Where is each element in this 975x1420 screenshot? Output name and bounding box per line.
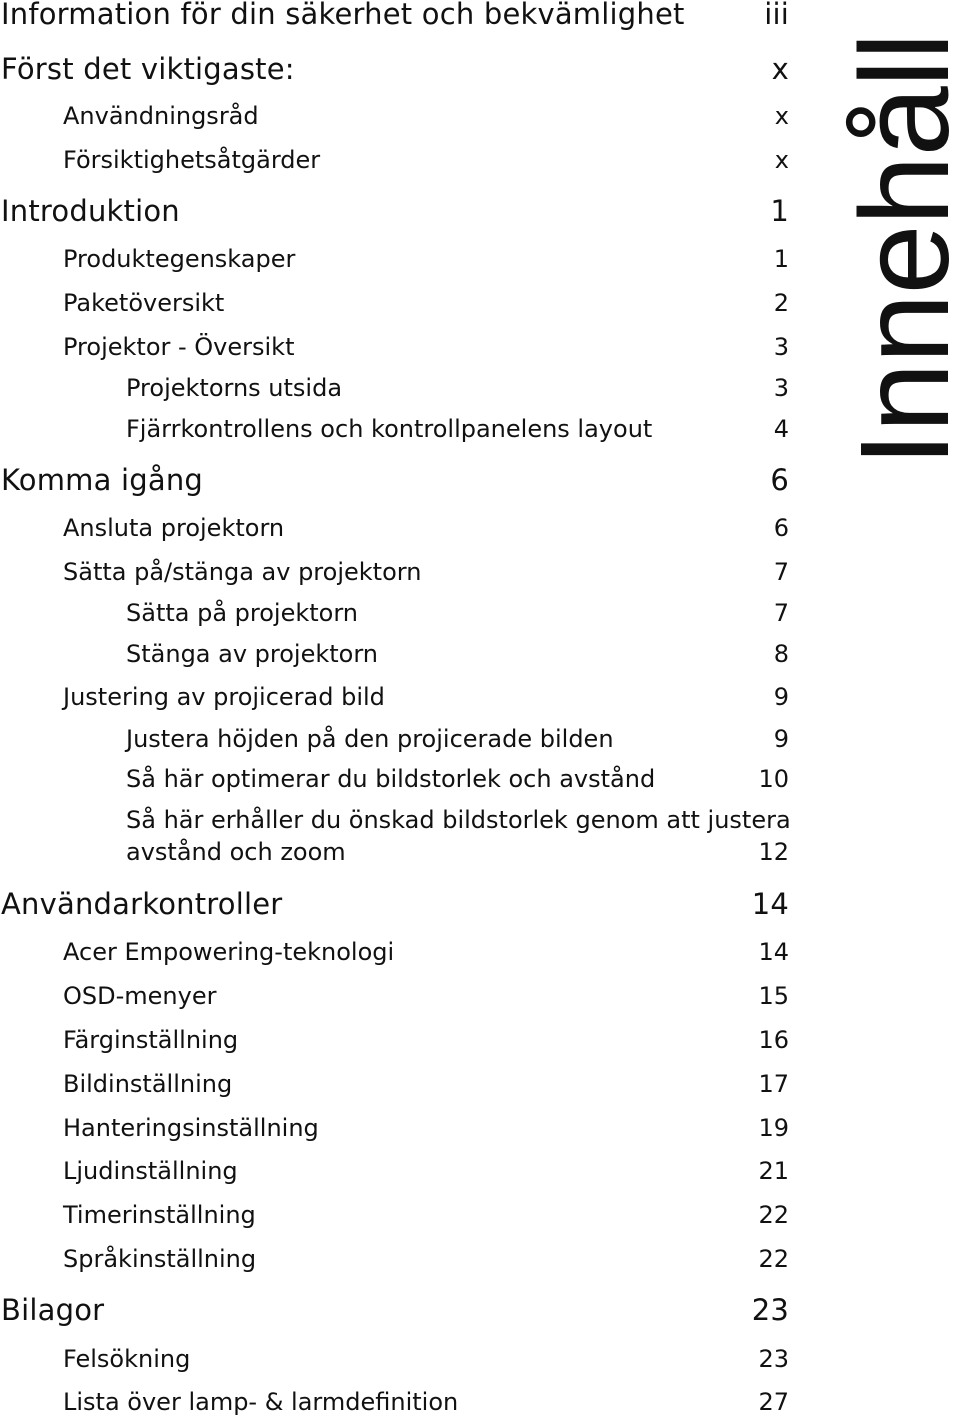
toc-entry-level-1[interactable] bbox=[0, 333, 960, 363]
toc-entry-page: 10 bbox=[758, 765, 789, 793]
toc-entry-page: 16 bbox=[758, 1026, 789, 1054]
toc-entry-title: Timerinställning bbox=[63, 1201, 256, 1229]
toc-entry-title: Fjärrkontrollens och kontrollpanelens layout bbox=[126, 415, 653, 443]
toc-entry-level-2[interactable] bbox=[0, 806, 960, 870]
toc-entry-title: Hanteringsinställning bbox=[63, 1114, 319, 1142]
toc-entry-title: Först det viktigaste: bbox=[1, 52, 295, 86]
toc-entry-page: 7 bbox=[773, 599, 789, 627]
toc-entry-page: 7 bbox=[773, 558, 789, 586]
toc-entry-level-2[interactable] bbox=[0, 640, 960, 670]
toc-entry-page: x bbox=[774, 146, 789, 174]
toc-entry-title: Bilagor bbox=[1, 1293, 105, 1327]
toc-entry-page: 17 bbox=[758, 1070, 789, 1098]
toc-entry-page: 14 bbox=[751, 887, 789, 921]
toc-entry-level-1[interactable] bbox=[0, 982, 960, 1012]
toc-entry-level-1[interactable] bbox=[0, 1026, 960, 1056]
toc-entry-level-1[interactable] bbox=[0, 1114, 960, 1144]
toc-entry-title: Försiktighetsåtgärder bbox=[63, 146, 321, 174]
toc-entry-level-2[interactable] bbox=[0, 725, 960, 755]
toc-entry-page: 2 bbox=[773, 289, 789, 317]
toc-entry-title: Stänga av projektorn bbox=[126, 640, 379, 668]
toc-entry-page: x bbox=[771, 52, 789, 86]
toc-entry-level-1[interactable] bbox=[0, 245, 960, 275]
toc-entry-title: Användarkontroller bbox=[1, 887, 283, 921]
toc-entry-level-1[interactable] bbox=[0, 1201, 960, 1231]
toc-entry-title: Lista över lamp- & larmdefinition bbox=[63, 1388, 459, 1416]
toc-entry-title: Produktegenskaper bbox=[63, 245, 296, 273]
toc-entry-page: 6 bbox=[773, 514, 789, 542]
toc-entry-title: Så här optimerar du bildstorlek och avstånd bbox=[126, 765, 656, 793]
toc-entry-level-0[interactable] bbox=[0, 52, 960, 88]
toc-entry-level-1[interactable] bbox=[0, 514, 960, 544]
toc-entry-title: Projektorns utsida bbox=[126, 374, 343, 402]
toc-entry-page: 22 bbox=[758, 1245, 789, 1273]
toc-entry-level-2[interactable] bbox=[0, 765, 960, 795]
toc-entry-page: 15 bbox=[758, 982, 789, 1010]
toc-entry-title: Acer Empowering-teknologi bbox=[63, 938, 395, 966]
toc-entry-page: 8 bbox=[773, 640, 789, 668]
toc-entry-title: Bildinställning bbox=[63, 1070, 233, 1098]
toc-entry-page: 12 bbox=[758, 838, 789, 866]
vertical-section-title bbox=[834, 14, 975, 486]
toc-entry-page: 3 bbox=[773, 374, 789, 402]
toc-entry-page: iii bbox=[764, 0, 789, 31]
toc-entry-title: Ansluta projektorn bbox=[63, 514, 285, 542]
section-title-text: Innehåll bbox=[834, 33, 975, 467]
toc-entry-level-1[interactable] bbox=[0, 146, 960, 176]
toc-entry-title: Användningsråd bbox=[63, 102, 259, 130]
toc-entry-level-2[interactable] bbox=[0, 415, 960, 445]
toc-entry-level-1[interactable] bbox=[0, 1245, 960, 1275]
toc-entry-page: 21 bbox=[758, 1157, 789, 1185]
toc-entry-page: 9 bbox=[773, 683, 789, 711]
toc-entry-page: 23 bbox=[751, 1293, 789, 1327]
toc-entry-level-2[interactable] bbox=[0, 599, 960, 629]
toc-entry-title: Komma igång bbox=[1, 463, 204, 497]
toc-entry-page: 6 bbox=[770, 463, 789, 497]
toc-entry-title: Felsökning bbox=[63, 1345, 191, 1373]
toc-entry-level-0[interactable] bbox=[0, 1293, 960, 1329]
toc-entry-level-0[interactable] bbox=[0, 0, 960, 33]
toc-entry-page: 3 bbox=[773, 333, 789, 361]
toc-entry-page: 27 bbox=[758, 1388, 789, 1416]
toc-entry-page: 9 bbox=[773, 725, 789, 753]
toc-entry-level-1[interactable] bbox=[0, 1070, 960, 1100]
toc-entry-title: Färginställning bbox=[63, 1026, 239, 1054]
toc-entry-level-1[interactable] bbox=[0, 289, 960, 319]
toc-entry-page: 22 bbox=[758, 1201, 789, 1229]
toc-entry-title: Sätta på/stänga av projektorn bbox=[63, 558, 422, 586]
toc-entry-page: 23 bbox=[758, 1345, 789, 1373]
toc-entry-level-1[interactable] bbox=[0, 938, 960, 968]
toc-entry-title: Information för din säkerhet och bekvämlighet bbox=[1, 0, 685, 31]
toc-entry-page: 1 bbox=[770, 194, 789, 228]
toc-entry-level-1[interactable] bbox=[0, 102, 960, 132]
toc-entry-level-0[interactable] bbox=[0, 463, 960, 499]
toc-entry-page: x bbox=[774, 102, 789, 130]
toc-entry-level-2[interactable] bbox=[0, 374, 960, 404]
toc-entry-page: 14 bbox=[758, 938, 789, 966]
toc-entry-level-1[interactable] bbox=[0, 558, 960, 588]
toc-entry-level-1[interactable] bbox=[0, 1388, 960, 1418]
toc-entry-level-1[interactable] bbox=[0, 1157, 960, 1187]
toc-entry-level-1[interactable] bbox=[0, 683, 960, 713]
toc-entry-title: Så här erhåller du önskad bildstorlek genom att justera bbox=[126, 806, 791, 834]
toc-entry-level-0[interactable] bbox=[0, 887, 960, 923]
toc-entry-title-continued: avstånd och zoom bbox=[126, 838, 346, 866]
toc-entry-title: Paketöversikt bbox=[63, 289, 225, 317]
toc-entry-title: Justera höjden på den projicerade bilden bbox=[126, 725, 614, 753]
toc-entry-title: Projektor - Översikt bbox=[63, 333, 295, 361]
toc-entry-title: Ljudinställning bbox=[63, 1157, 238, 1185]
toc-entry-title: Språkinställning bbox=[63, 1245, 257, 1273]
toc-entry-page: 19 bbox=[758, 1114, 789, 1142]
toc-entry-title: Justering av projicerad bild bbox=[63, 683, 385, 711]
toc-entry-page: 1 bbox=[773, 245, 789, 273]
toc-entry-title: OSD-menyer bbox=[63, 982, 217, 1010]
toc-entry-level-0[interactable] bbox=[0, 194, 960, 230]
toc-entry-title: Introduktion bbox=[1, 194, 180, 228]
toc-entry-level-1[interactable] bbox=[0, 1345, 960, 1375]
toc-entry-title: Sätta på projektorn bbox=[126, 599, 359, 627]
toc-entry-page: 4 bbox=[773, 415, 789, 443]
